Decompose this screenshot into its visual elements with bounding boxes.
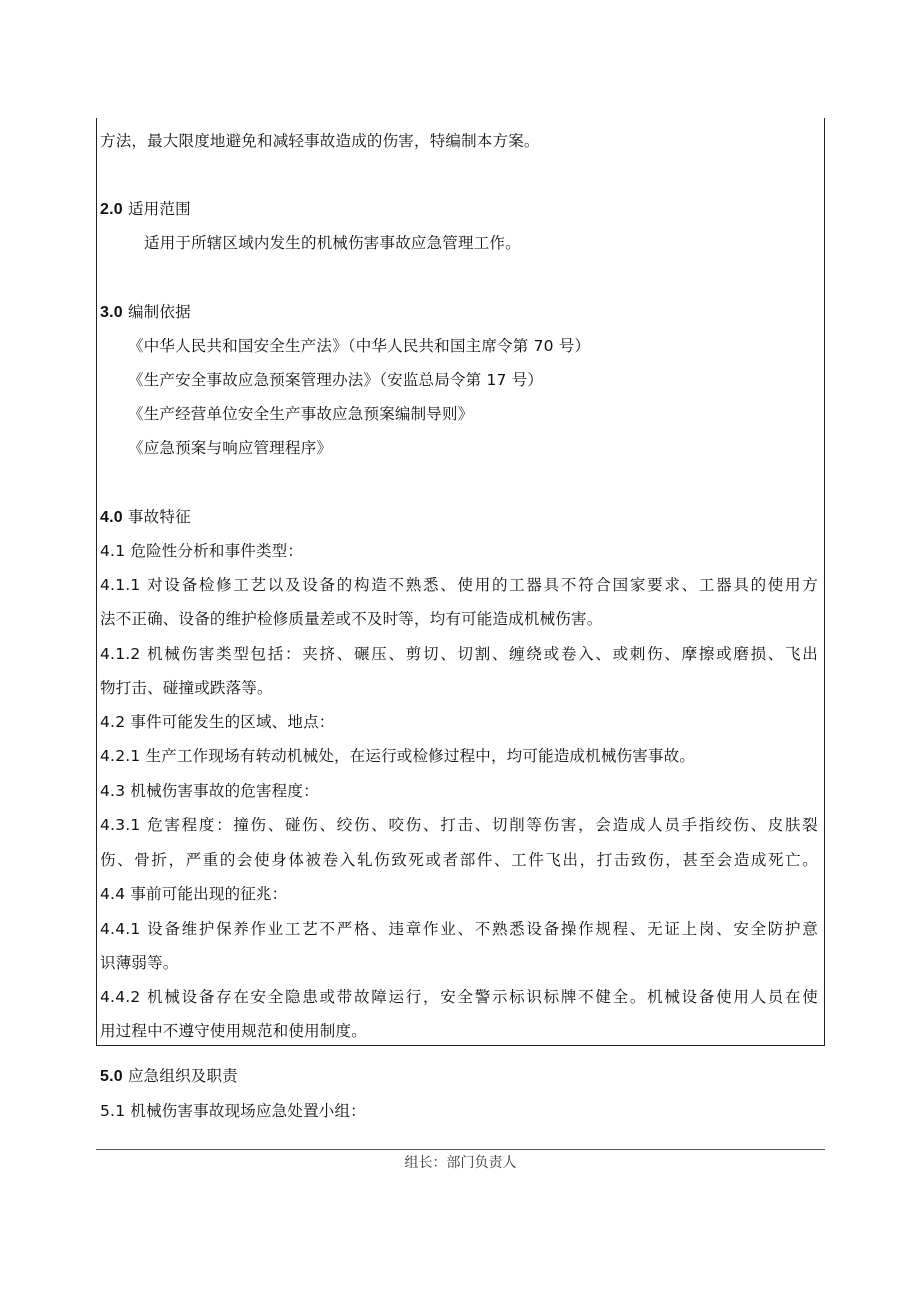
clause-4-1-2-line1: 4.1.2 机械伤害类型包括：夹挤、碾压、剪切、切割、缠绕或卷入、或刺伤、摩擦或磨损、飞出 — [100, 645, 818, 663]
intro-tail: 方法，最大限度地避免和减轻事故造成的伤害，特编制本方案。 — [100, 132, 540, 150]
reference-item: 《中华人民共和国安全生产法》（中华人民共和国主席令第 70 号） — [128, 337, 591, 355]
section-2-heading — [100, 199, 820, 220]
section-5-title: 应急组织及职责 — [122, 1067, 238, 1085]
reference-item: 《应急预案与响应管理程序》 — [128, 439, 333, 457]
section-5-heading — [100, 1066, 820, 1087]
section-4-title: 事故特征 — [122, 508, 191, 526]
clause-4-2: 4.2 事件可能发生的区域、地点： — [100, 713, 335, 731]
clause-4-4: 4.4 事前可能出现的征兆： — [100, 885, 288, 903]
section-2-body: 适用于所辖区域内发生的机械伤害事故应急管理工作。 — [144, 234, 521, 252]
section-3-heading — [100, 302, 820, 323]
clause-4-3: 4.3 机械伤害事故的危害程度： — [100, 782, 319, 800]
section-5-number: 5.0 — [100, 1068, 123, 1085]
clause-4-4-1-line2: 识薄弱等。 — [100, 954, 179, 972]
clause-4-1-1-line2: 法不正确、设备的维护检修质量差或不及时等，均有可能造成机械伤害。 — [100, 610, 603, 628]
reference-item: 《生产经营单位安全生产事故应急预案编制导则》 — [128, 405, 474, 423]
clause-4-1-2-line2: 物打击、碰撞或跌落等。 — [100, 679, 273, 697]
footer-divider — [96, 1149, 825, 1150]
section-3-number: 3.0 — [100, 304, 123, 321]
clause-4-2-1: 4.2.1 生产工作现场有转动机械处，在运行或检修过程中，均可能造成机械伤害事故。 — [100, 747, 696, 765]
clause-4-1-1-line1: 4.1.1 对设备检修工艺以及设备的构造不熟悉、使用的工器具不符合国家要求、工器具的使用方 — [100, 576, 818, 594]
section-3-title: 编制依据 — [122, 303, 191, 321]
clause-4-1: 4.1 危险性分析和事件类型： — [100, 542, 304, 560]
section-4-heading — [100, 507, 820, 528]
clause-4-4-1-line1: 4.4.1 设备维护保养作业工艺不严格、违章作业、不熟悉设备操作规程、无证上岗、安全防护意 — [100, 920, 818, 938]
section-2-title: 适用范围 — [122, 200, 191, 218]
clause-5-1: 5.1 机械伤害事故现场应急处置小组： — [100, 1102, 366, 1120]
clause-4-3-1-line2: 伤、骨折，严重的会使身体被卷入轧伤致死或者部件、工件飞出，打击致伤，甚至会造成死亡。 — [100, 851, 818, 869]
footer-text: 组长：部门负责人 — [404, 1155, 517, 1171]
reference-item: 《生产安全事故应急预案管理办法》（安监总局令第 17 号） — [128, 371, 544, 389]
section-4-number: 4.0 — [100, 509, 123, 526]
clause-4-4-2-line2: 用过程中不遵守使用规范和使用制度。 — [100, 1022, 367, 1040]
clause-4-3-1-line1: 4.3.1 危害程度：撞伤、碰伤、绞伤、咬伤、打击、切削等伤害，会造成人员手指绞伤、皮肤裂 — [100, 816, 818, 834]
section-2-number: 2.0 — [100, 201, 123, 218]
clause-4-4-2-line1: 4.4.2 机械设备存在安全隐患或带故障运行，安全警示标识标牌不健全。机械设备使用人员在使 — [100, 988, 818, 1006]
